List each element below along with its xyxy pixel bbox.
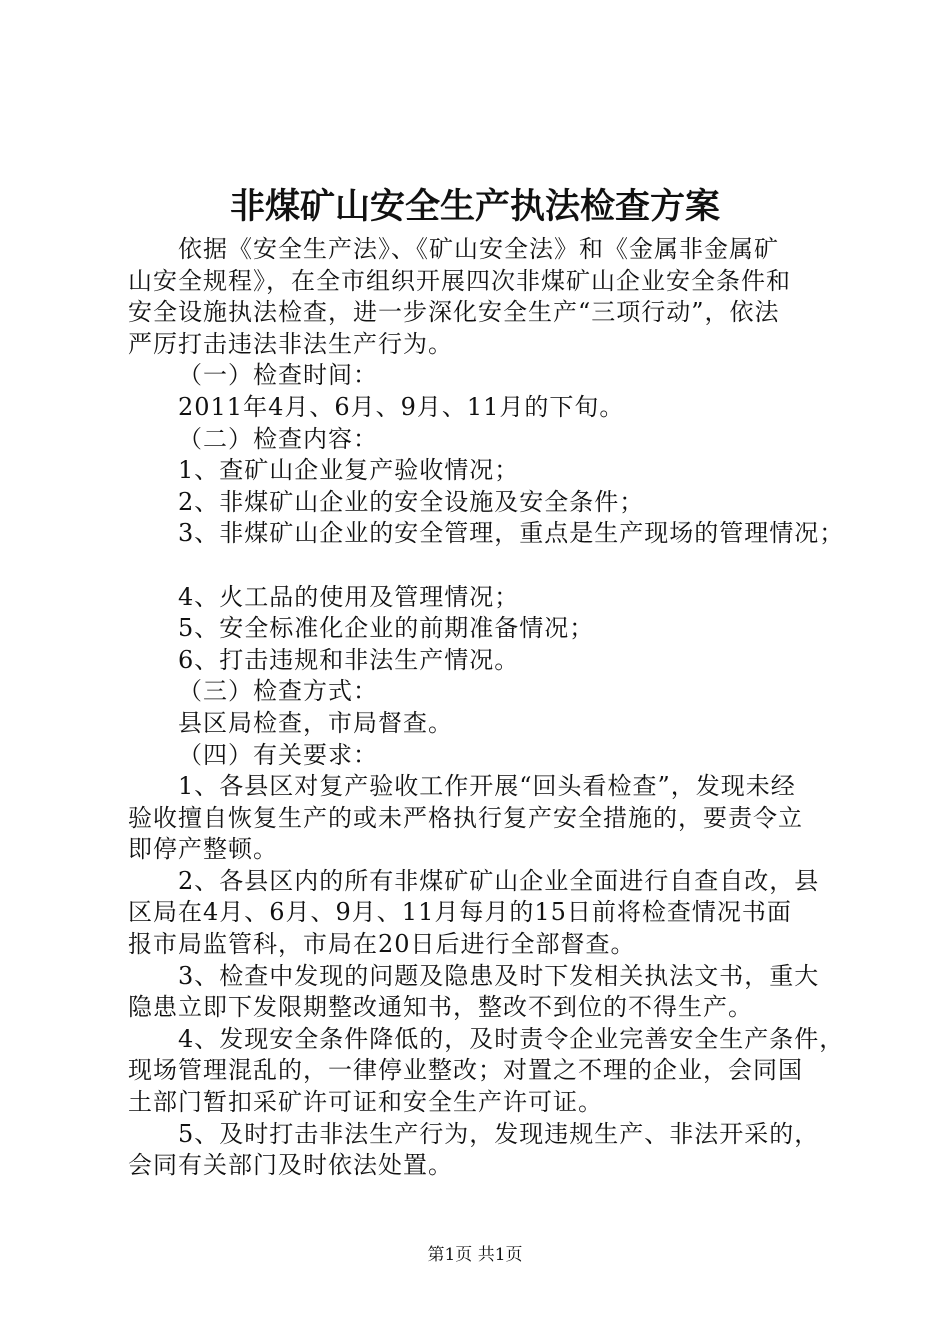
section-heading: （四）有关要求： bbox=[178, 740, 378, 769]
paragraph-line: 安全设施执法检查，进一步深化安全生产“三项行动”，依法 bbox=[128, 298, 780, 327]
list-item: 1、查矿山企业复产验收情况； bbox=[178, 456, 520, 485]
paragraph-line: 山安全规程》，在全市组织开展四次非煤矿山企业安全条件和 bbox=[128, 266, 791, 295]
paragraph-line: 依据《安全生产法》、《矿山安全法》和《金属非金属矿 bbox=[178, 235, 779, 263]
paragraph-line: 会同有关部门及时依法处置。 bbox=[128, 1151, 453, 1180]
section-heading: （二）检查内容： bbox=[178, 424, 378, 453]
paragraph-line: 验收擅自恢复生产的或未严格执行复产安全措施的，要责令立 bbox=[128, 803, 803, 832]
paragraph-line: 4、发现安全条件降低的，及时责令企业完善安全生产条件， bbox=[178, 1024, 845, 1053]
paragraph-line: 2011年4月、6月、9月、11月的下旬。 bbox=[178, 392, 625, 421]
list-item: 6、打击违规和非法生产情况。 bbox=[178, 645, 520, 674]
page-number-footer: 第1页 共1页 bbox=[427, 1245, 523, 1265]
paragraph-line: 土部门暂扣采矿许可证和安全生产许可证。 bbox=[128, 1088, 603, 1117]
list-item: 4、火工品的使用及管理情况； bbox=[178, 582, 520, 611]
paragraph-line: 2、各县区内的所有非煤矿矿山企业全面进行自查自改，县 bbox=[178, 866, 820, 895]
list-item: 5、安全标准化企业的前期准备情况； bbox=[178, 614, 595, 643]
blank-line bbox=[128, 550, 840, 582]
paragraph-line: 严厉打击违法非法生产行为。 bbox=[128, 329, 453, 358]
document-title: 非煤矿山安全生产执法检查方案 bbox=[229, 186, 720, 227]
paragraph-line: 县区局检查，市局督查。 bbox=[178, 708, 453, 737]
paragraph-line: 3、检查中发现的问题及隐患及时下发相关执法文书，重大 bbox=[178, 961, 820, 990]
document-body bbox=[128, 234, 845, 1182]
paragraph-line: 隐患立即下发限期整改通知书，整改不到位的不得生产。 bbox=[128, 993, 753, 1022]
paragraph-line: 报市局监管科，市局在20日后进行全部督查。 bbox=[128, 930, 636, 959]
list-item: 2、非煤矿山企业的安全设施及安全条件； bbox=[178, 487, 645, 516]
paragraph-line: 1、各县区对复产验收工作开展“回头看检查”，发现未经 bbox=[178, 772, 796, 801]
paragraph-line: 即停产整顿。 bbox=[128, 835, 278, 864]
paragraph-line: 5、及时打击非法生产行为，发现违规生产、非法开采的， bbox=[178, 1119, 820, 1148]
section-heading: （三）检查方式： bbox=[178, 677, 378, 706]
section-heading: （一）检查时间： bbox=[178, 361, 378, 390]
paragraph-line: 区局在4月、6月、9月、11月每月的15日前将检查情况书面 bbox=[128, 898, 792, 927]
paragraph-line: 现场管理混乱的，一律停业整改；对置之不理的企业，会同国 bbox=[128, 1056, 803, 1085]
list-item: 3、非煤矿山企业的安全管理，重点是生产现场的管理情况； bbox=[178, 519, 845, 548]
